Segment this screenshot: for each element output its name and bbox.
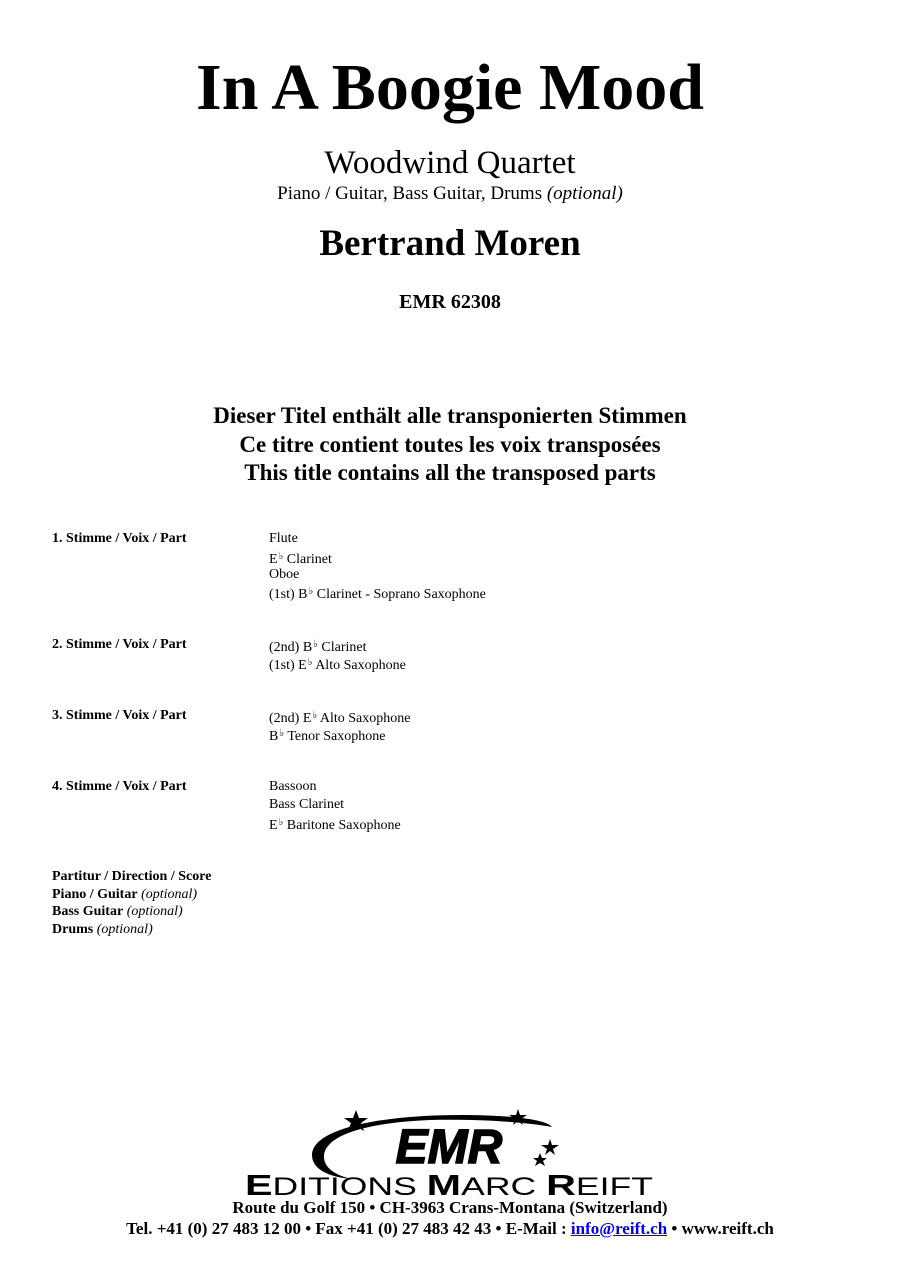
transposed-parts-notice: [0, 402, 900, 488]
instrument-line: Bassoon: [269, 779, 317, 794]
instrument-line: Oboe: [269, 566, 300, 582]
star-icon: [541, 1139, 559, 1155]
score-item: Partitur / Direction / Score: [52, 869, 212, 884]
catalog-number: EMR 62308: [399, 291, 501, 313]
publisher-address: Route du Golf 150 • CH-3963 Crans-Montana (Switzerland): [232, 1198, 668, 1217]
flat-symbol: ♭: [278, 550, 284, 562]
notice-english: This title contains all the transposed parts: [244, 460, 656, 485]
instrument-line: B♭ Tenor Saxophone: [269, 727, 386, 744]
piece-title: In A Boogie Mood: [196, 51, 704, 124]
flat-symbol: ♭: [279, 727, 285, 739]
instrument-line: (2nd) B♭ Clarinet: [269, 639, 367, 655]
flat-symbol: ♭: [312, 710, 318, 721]
optional-instruments-line: [0, 182, 900, 206]
notice-french: Ce titre contient toutes les voix transposées: [239, 431, 661, 457]
instrument-line: E♭ Baritone Saxophone: [269, 816, 401, 833]
flat-symbol: ♭: [313, 639, 318, 650]
star-icon: [533, 1153, 547, 1166]
optional-instruments: Piano / Guitar, Bass Guitar, Drums: [277, 183, 543, 204]
part-label: 1. Stimme / Voix / Part: [52, 531, 187, 546]
notice-german: Dieser Titel enthält alle transponierten Stimmen: [213, 403, 687, 428]
optional-label: (optional): [546, 183, 623, 204]
part-label: 2. Stimme / Voix / Part: [52, 637, 187, 652]
publisher-contact: [0, 1218, 900, 1239]
instrument-line: (1st) B♭ Clarinet - Soprano Saxophone: [269, 586, 486, 603]
part-label: 3. Stimme / Voix / Part: [52, 708, 187, 723]
publisher-name: E DITIONS M ARC R EIFT: [245, 1170, 631, 1202]
part-instruments: [269, 707, 410, 743]
composer-name: Bertrand Moren: [319, 223, 581, 264]
instrument-line: (1st) E♭ Alto Saxophone: [269, 656, 406, 673]
flat-symbol: ♭: [308, 586, 314, 598]
tel-fax: Tel. +41 (0) 27 483 12 00 • Fax +41 (0) 27 483 42 43 • E-Mail :: [126, 1219, 571, 1238]
publisher-logo: [0, 1107, 900, 1203]
part-label: 4. Stimme / Voix / Part: [52, 779, 187, 794]
score-item: Drums (optional): [52, 921, 153, 937]
ensemble-subtitle: Woodwind Quartet: [324, 145, 576, 181]
email-link[interactable]: info@reift.ch: [570, 1219, 668, 1238]
instrument-line: Flute: [269, 531, 298, 546]
score-item: Piano / Guitar (optional): [52, 886, 198, 902]
part-instruments: [269, 778, 401, 831]
part-instruments: [269, 530, 486, 601]
flat-symbol: ♭: [307, 656, 313, 668]
part-instruments: [269, 636, 406, 672]
score-item: Bass Guitar (optional): [52, 904, 183, 920]
instrument-line: (2nd) E♭ Alto Saxophone: [269, 710, 411, 726]
instrument-line: E♭ Clarinet: [269, 550, 332, 567]
website: • www.reift.ch: [667, 1219, 774, 1238]
flat-symbol: ♭: [278, 816, 284, 828]
logo-mark: EMR: [395, 1121, 503, 1174]
instrument-line: Bass Clarinet: [269, 796, 345, 812]
score-list: [52, 868, 211, 938]
